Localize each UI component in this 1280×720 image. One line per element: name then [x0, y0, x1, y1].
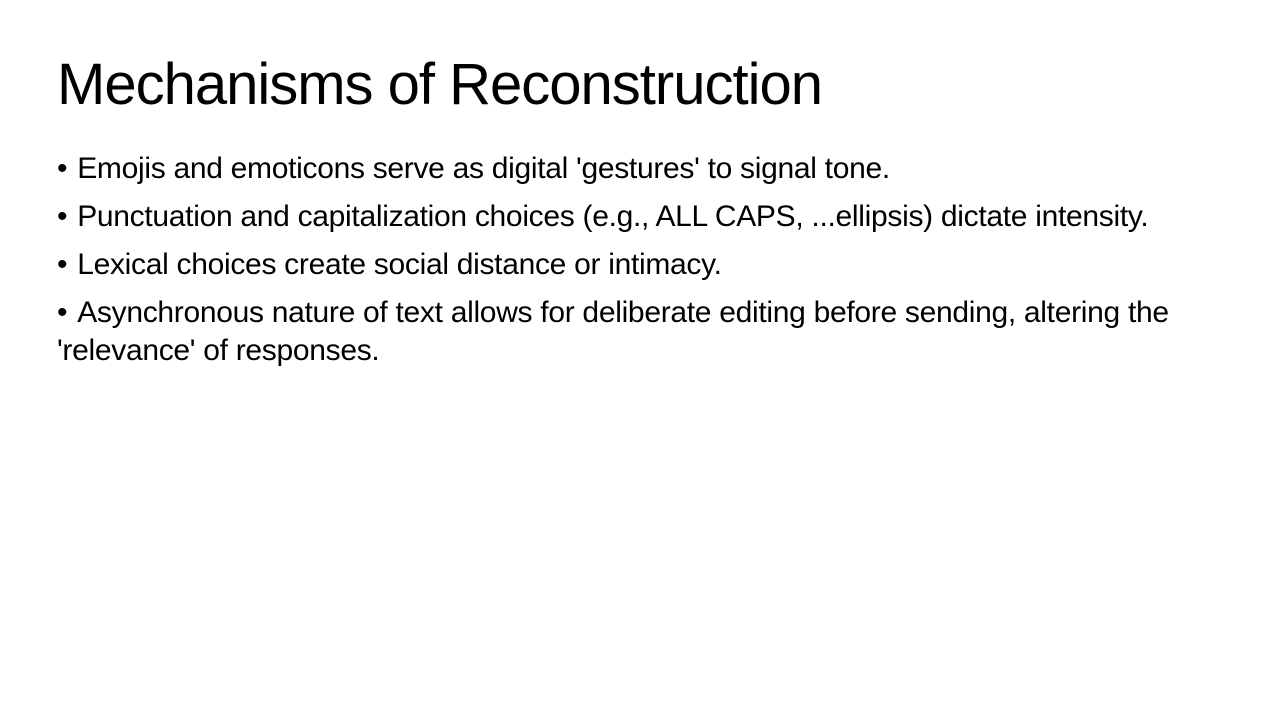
bullet-glyph: •: [57, 199, 68, 233]
bullet-item: [57, 198, 1223, 236]
bullet-item: [57, 294, 1223, 370]
bullet-glyph: •: [57, 295, 68, 329]
bullet-text: Lexical choices create social distance or intimacy.: [77, 247, 722, 281]
bullet-text: Punctuation and capitalization choices (e.g., ALL CAPS, ...ellipsis) dictate intensity.: [77, 199, 1149, 233]
bullet-item: [57, 246, 1223, 284]
bullet-glyph: •: [57, 151, 68, 185]
bullet-glyph: •: [57, 247, 68, 281]
bullet-list: [57, 150, 1223, 370]
bullet-text: Asynchronous nature of text allows for deliberate editing before sending, altering the 'relevance' of responses.: [57, 295, 1169, 367]
slide-title: Mechanisms of Reconstruction: [57, 52, 822, 117]
bullet-item: [57, 150, 1223, 188]
bullet-text: Emojis and emoticons serve as digital 'gestures' to signal tone.: [77, 151, 890, 185]
